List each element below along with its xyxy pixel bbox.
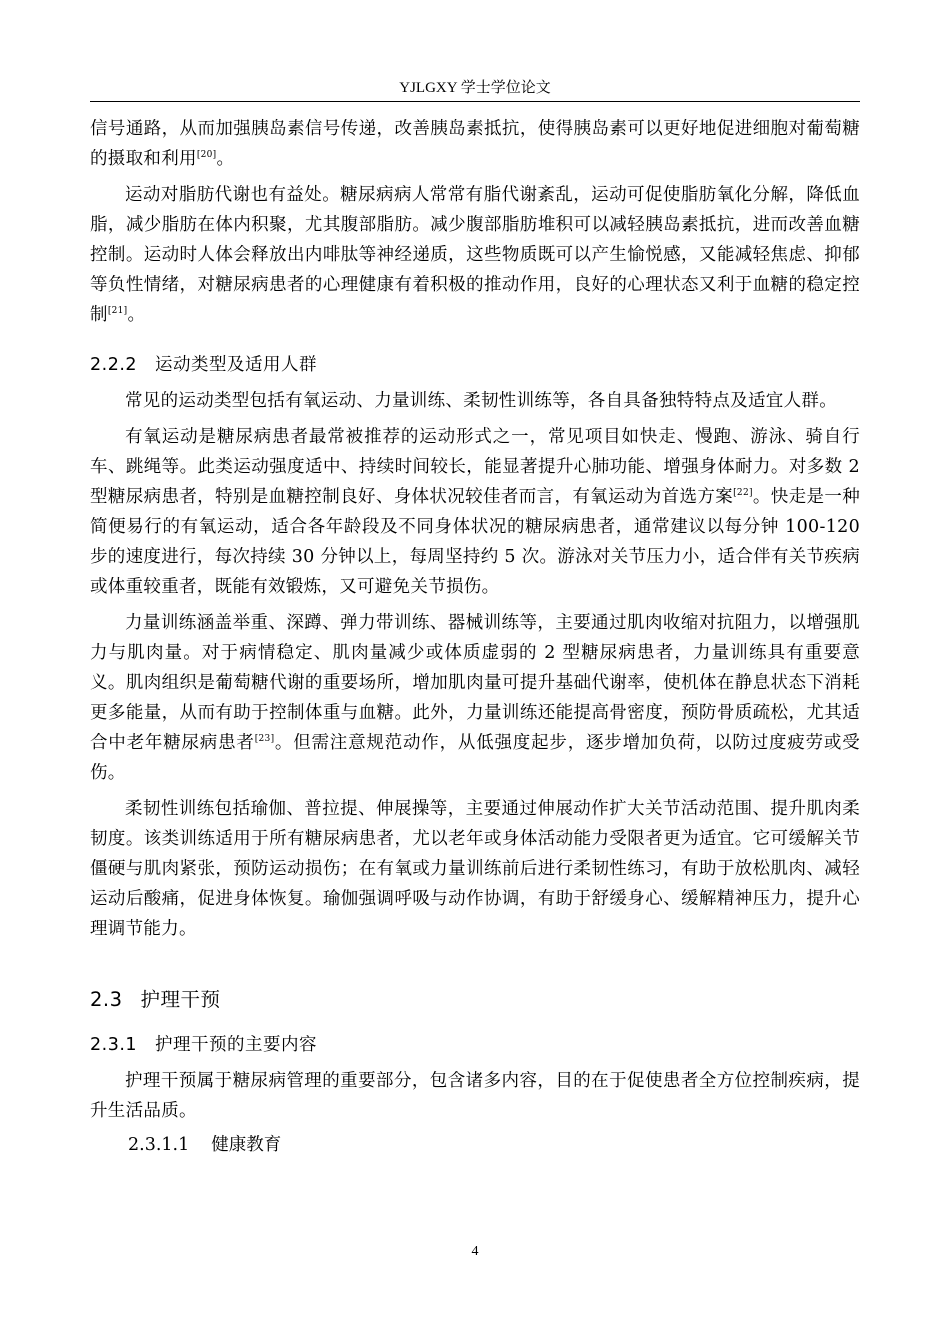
paragraph-text: 运动对脂肪代谢也有益处。糖尿病病人常常有脂代谢紊乱，运动可促使脂肪氧化分解，降低血脂，减少脂肪在体内积聚，尤其腹部脂肪。减少腹部脂肪堆积可以减轻胰岛素抵抗，进而改善血糖控制。运动时人体会释放出内啡肽等神经递质，这些物质既可以产生愉悦感，又能减轻焦虑、抑郁等负性情绪，对糖尿病患者的心理健康有着积极的推动作用，良好的心理状态又利于血糖的稳定控制 [90, 185, 860, 325]
paragraph [90, 114, 860, 174]
paragraph-text: 信号通路，从而加强胰岛素信号传递，改善胰岛素抵抗，使得胰岛素可以更好地促进细胞对葡萄糖的摄取和利用 [90, 119, 860, 169]
section-number: 2.2.2 [90, 355, 138, 375]
citation-ref: [20] [196, 150, 217, 161]
section-number: 2.3.1.1 [128, 1135, 190, 1155]
section-heading-2-3 [90, 984, 860, 1016]
citation-ref: [23] [254, 734, 275, 745]
paragraph-text: 力量训练涵盖举重、深蹲、弹力带训练、器械训练等，主要通过肌肉收缩对抗阻力，以增强肌力与肌肉量。对于病情稳定、肌肉量减少或体质虚弱的 2 型糖尿病患者，力量训练具有重要意义。肌肉组织是葡萄糖代谢的重要场所，增加肌肉量可提升基础代谢率，使机体在静息状态下消耗更多能量，从而有助于控制体重与血糖。此外，力量训练还能提高骨密度，预防骨质疏松，尤其适合中老年糖尿病患者 [90, 613, 860, 753]
section-heading-2-2-2 [90, 350, 860, 380]
paragraph [90, 608, 860, 788]
paragraph-text: 。 [216, 149, 235, 169]
paragraph-text: 柔韧性训练包括瑜伽、普拉提、伸展操等，主要通过伸展动作扩大关节活动范围、提升肌肉柔韧度。该类训练适用于所有糖尿病患者，尤以老年或身体活动能力受限者更为适宜。它可缓解关节僵硬与肌肉紧张，预防运动损伤；在有氧或力量训练前后进行柔韧性练习，有助于放松肌肉、减轻运动后酸痛，促进身体恢复。瑜伽强调呼吸与动作协调，有助于舒缓身心、缓解精神压力，提升心理调节能力。 [90, 799, 860, 939]
paragraph [90, 794, 860, 944]
paragraph-text: 。 [127, 305, 146, 325]
paragraph [90, 1066, 860, 1126]
section-title: 运动类型及适用人群 [155, 355, 318, 375]
header-rule [90, 101, 860, 102]
section-title: 护理干预的主要内容 [155, 1035, 318, 1055]
section-heading-2-3-1-1 [90, 1130, 860, 1160]
paragraph [90, 180, 860, 330]
paragraph-text: 。快走是一种简便易行的有氧运动，适合各年龄段及不同身体状况的糖尿病患者，通常建议以每分钟 100-120 步的速度进行，每次持续 30 分钟以上，每周坚持约 5 次。游泳对关节压力小，适合伴有关节疾病或体重较重者，既能有效锻炼，又可避免关节损伤。 [90, 487, 860, 597]
section-title: 健康教育 [211, 1135, 282, 1155]
running-header: YJLGXY 学士学位论文 [399, 80, 551, 96]
section-number: 2.3 [90, 988, 123, 1011]
paragraph-text: 有氧运动是糖尿病患者最常被推荐的运动形式之一，常见项目如快走、慢跑、游泳、骑自行车、跳绳等。此类运动强度适中、持续时间较长，能显著提升心肺功能、增强身体耐力。对多数 2 型糖尿病患者，特别是血糖控制良好、身体状况较佳者而言，有氧运动为首选方案 [90, 427, 860, 507]
page-body [90, 114, 860, 1160]
section-title: 护理干预 [140, 988, 221, 1011]
section-number: 2.3.1 [90, 1035, 138, 1055]
paragraph [90, 422, 860, 602]
page-number: 4 [471, 1244, 479, 1259]
paragraph-text: 常见的运动类型包括有氧运动、力量训练、柔韧性训练等，各自具备独特特点及适宜人群。 [125, 391, 837, 411]
section-heading-2-3-1 [90, 1030, 860, 1060]
paragraph-text: 护理干预属于糖尿病管理的重要部分，包含诸多内容，目的在于促使患者全方位控制疾病，提升生活品质。 [90, 1071, 860, 1121]
citation-ref: [21] [107, 306, 128, 317]
paragraph [90, 386, 860, 416]
paragraph-text: 。但需注意规范动作，从低强度起步，逐步增加负荷，以防过度疲劳或受伤。 [90, 733, 860, 783]
citation-ref: [22] [733, 488, 753, 499]
